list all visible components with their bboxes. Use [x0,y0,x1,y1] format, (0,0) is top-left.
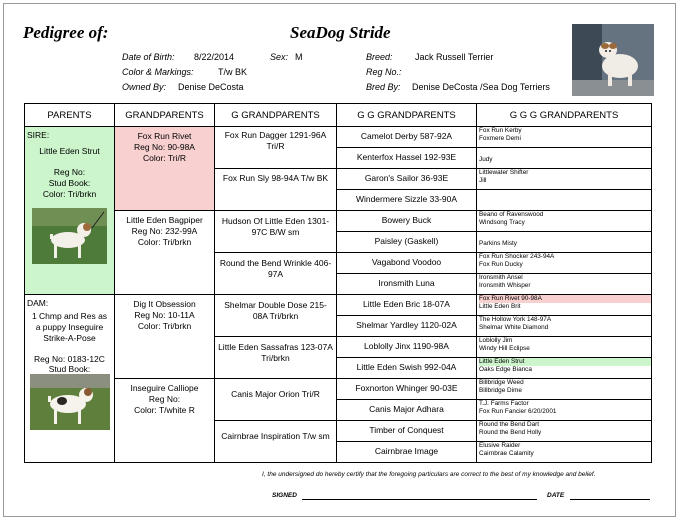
ggg-sire-name: Round the Bend Dart [479,421,540,428]
ggg-grandparent-cell [477,337,652,358]
g-grandparent-cell [215,211,337,253]
g-grandparent-name: Fox Run Dagger 1291-96A Tri/R [224,130,327,151]
ggg-dam-name: Round the Bend Holly [479,429,542,436]
grandparent-name: Dig It Obsession [133,299,196,309]
date-label: DATE [547,492,565,499]
g-grandparent-cell [215,337,337,379]
ggg-sire-name: Fox Run Kerby [479,127,522,134]
ggg-dam-name: Shelmar White Diamond [479,324,549,331]
g-grandparent-name: Hudson Of Little Eden 1301-97C B/W sm [221,216,330,237]
ggg-grandparent-cell [477,127,652,148]
g-grandparent-name: Cairnbrae Inspiration T/w sm [221,431,330,441]
dam-photo [30,374,110,430]
ggg-grandparent-cell [477,169,652,190]
gg-grandparent-cell [337,253,477,274]
col-header-grandparents: GRANDPARENTS [115,104,215,127]
g-grandparent-cell [215,169,337,211]
sex-label: Sex: [270,52,289,62]
grandparent-color: Color: Tri/brkn [137,237,192,247]
ggg-dam-name: Cairnbrae Calamity [479,450,534,457]
ggg-grandparent-cell [477,190,652,211]
ggg-sire-name: Fox Run Rivet 90-98A [479,295,651,303]
gg-grandparent-cell [337,232,477,253]
pedigree-label: Pedigree of: [23,23,109,42]
ggg-dam-name: Fox Run Fancier 6/20/2001 [479,408,557,415]
col-header-ggg-grandparents: G G G GRANDPARENTS [477,104,652,127]
ggg-grandparent-cell [477,421,652,442]
grandparent-color: Color: T/white R [134,405,195,415]
ggg-sire-name [479,232,651,240]
ggg-sire-name: The Hollow York 148-97A [479,316,552,323]
ggg-sire-name: Beano of Ravenswood [479,211,544,218]
gg-grandparent-cell [337,190,477,211]
g-grandparent-name: Fox Run Sly 98-94A T/w BK [222,173,329,183]
gg-grandparent-cell [337,442,477,463]
ggg-grandparent-cell [477,295,652,316]
date-line[interactable] [570,499,650,500]
g-grandparent-name: Shelmar Double Dose 215-08A Tri/brkn [224,300,327,321]
gg-grandparent-name: Paisley (Gaskell) [374,236,439,246]
dob-value: 8/22/2014 [194,52,235,62]
gg-grandparent-name: Canis Major Adhara [369,404,444,414]
gg-grandparent-cell [337,127,477,148]
ggg-dam-name: Windy Hill Eclipse [479,345,530,352]
sire-cell [25,127,115,295]
sire-stud: Stud Book: [48,178,91,188]
breed-value: Jack Russell Terrier [415,52,494,62]
gg-grandparent-cell [337,169,477,190]
dob-label: Date of Birth: [122,52,175,62]
ggg-sire-name [479,190,651,198]
grandparent-cell-4 [115,379,215,463]
grandparent-reg: Reg No: 10-11A [134,310,195,320]
ggg-dam-name: Windsong Tracy [479,219,525,226]
gg-grandparent-name: Ironsmith Luna [378,278,435,288]
g-grandparent-cell [215,127,337,169]
certification-text: I, the undersigned do hereby certify that the foregoing particulars are correct to the best of my knowledge and belief. [262,471,596,478]
col-header-parents: PARENTS [25,104,115,127]
grandparent-name: Fox Run Rivet [137,131,192,141]
sire-reg: Reg No: [53,167,86,177]
ggg-dam-name: Judy [479,156,493,163]
bred-value: Denise DeCosta /Sea Dog Terriers [412,82,550,92]
color-label: Color & Markings: [122,67,194,77]
gg-grandparent-cell [337,337,477,358]
ggg-grandparent-cell [477,211,652,232]
gg-grandparent-name: Foxnorton Whinger 90-03E [355,383,458,393]
gg-grandparent-cell [337,295,477,316]
ggg-dam-name [479,198,651,206]
col-header-g-grandparents: G GRANDPARENTS [215,104,337,127]
gg-grandparent-cell [337,316,477,337]
dog-photo-header [572,24,654,96]
dam-cell [25,295,115,463]
gg-grandparent-name: Little Eden Swish 992-04A [356,362,457,372]
gg-grandparent-name: Little Eden Bric 18-07A [363,299,450,309]
grandparent-cell-1 [115,127,215,211]
bred-label: Bred By: [366,82,401,92]
ggg-sire-name: Littlewater Shifter [479,169,529,176]
grandparent-reg: Reg No: 232-99A [131,226,198,236]
ggg-grandparent-cell [477,274,652,295]
owned-value: Denise DeCosta [178,82,244,92]
grandparent-cell-2 [115,211,215,295]
gg-grandparent-name: Kenterfox Hassel 192-93E [356,152,457,162]
ggg-grandparent-cell [477,358,652,379]
sire-name: Little Eden Strut [39,146,100,156]
gg-grandparent-name: Timber of Conquest [369,425,444,435]
ggg-sire-name: Ironsmith Ansel [479,274,523,281]
grandparent-color: Color: Tri/brkn [137,321,192,331]
gg-grandparent-name: Bowery Buck [381,215,432,225]
gg-grandparent-name: Cairnbrae Image [374,446,439,456]
ggg-dam-name: Jill [479,177,487,184]
pedigree-table [24,103,652,463]
ggg-sire-name: T.J. Farms Factor [479,400,529,407]
ggg-sire-name: Billbridge Weed [479,379,524,386]
gg-grandparent-cell [337,379,477,400]
ggg-dam-name: Fox Run Ducky [479,261,523,268]
ggg-sire-name: Little Eden Strut [479,358,651,366]
ggg-dam-name: Ironsmith Whisper [479,282,531,289]
color-value: T/w BK [218,67,248,77]
g-grandparent-name: Round the Bend Wrinkle 406-97A [219,258,332,279]
ggg-grandparent-cell [477,400,652,421]
ggg-dam-name: Oaks Edge Bianca [479,366,532,373]
gg-grandparent-name: Garon's Sailor 36-93E [364,173,449,183]
signature-line[interactable] [302,499,537,500]
grandparent-reg: Reg No: 90-98A [134,142,195,152]
grandparent-name: Inseguire Calliope [130,383,199,393]
g-grandparent-cell [215,253,337,295]
g-grandparent-name: Canis Major Orion Tri/R [231,389,320,399]
col-header-gg-grandparents: G G GRANDPARENTS [337,104,477,127]
ggg-grandparent-cell [477,148,652,169]
ggg-sire-name [479,148,651,156]
sire-photo [32,208,107,264]
ggg-grandparent-cell [477,379,652,400]
gg-grandparent-name: Camelot Derby 587-92A [360,131,453,141]
ggg-sire-name: Loblolly Jim [479,337,513,344]
ggg-dam-name: Billbridge Dime [479,387,522,394]
gg-grandparent-cell [337,211,477,232]
gg-grandparent-name: Windermere Sizzle 33-90A [355,194,458,204]
ggg-grandparent-cell [477,253,652,274]
g-grandparent-name: Little Eden Sassafras 123-07A Tri/brkn [218,342,333,363]
ggg-dam-name: Foxmere Demi [479,135,521,142]
dam-stud: Stud Book: [48,364,91,374]
ggg-grandparent-cell [477,232,652,253]
sire-color: Color: Tri/brkn [42,189,97,199]
dam-label: DAM: [27,298,49,308]
sire-label: SIRE: [27,130,50,140]
gg-grandparent-name: Shelmar Yardley 1120-02A [356,320,457,330]
dam-name: 1 Chmp and Res as a puppy Inseguire Strike-A-Pose [31,311,108,343]
dog-name: SeaDog Stride [290,23,391,42]
grandparent-cell-3 [115,295,215,379]
dam-reg: Reg No: 0183-12C [34,354,105,364]
g-grandparent-cell [215,295,337,337]
gg-grandparent-name: Vagabond Voodoo [371,257,442,267]
owned-label: Owned By: [122,82,167,92]
ggg-dam-name: Parkins Misty [479,240,517,247]
ggg-grandparent-cell [477,316,652,337]
gg-grandparent-cell [337,421,477,442]
ggg-sire-name: Fox Run Shocker 243-94A [479,253,555,260]
gg-grandparent-name: Loblolly Jinx 1190-98A [364,341,449,351]
ggg-dam-name: Little Eden Brit [479,303,521,310]
grandparent-reg: Reg No: [148,394,181,404]
sex-value: M [295,52,303,62]
gg-grandparent-cell [337,148,477,169]
breed-label: Breed: [366,52,393,62]
g-grandparent-cell [215,421,337,463]
gg-grandparent-cell [337,274,477,295]
grandparent-color: Color: Tri/R [143,153,186,163]
g-grandparent-cell [215,379,337,421]
gg-grandparent-cell [337,358,477,379]
grandparent-name: Little Eden Bagpiper [126,215,203,225]
ggg-sire-name: Elusive Raider [479,442,521,449]
reg-label: Reg No.: [366,67,402,77]
ggg-grandparent-cell [477,442,652,463]
signed-label: SIGNED [272,492,297,499]
gg-grandparent-cell [337,400,477,421]
